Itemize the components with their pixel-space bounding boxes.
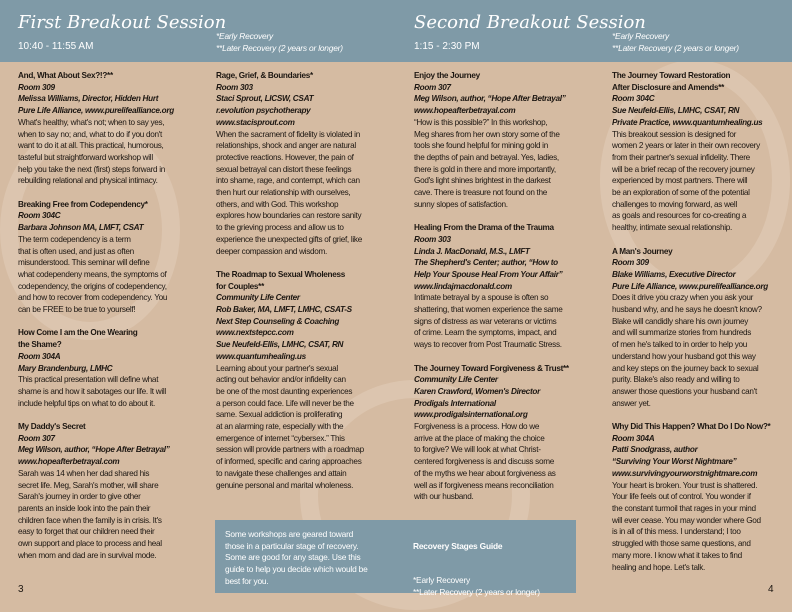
legend-early: *Early Recovery [612, 31, 670, 41]
guide-legend-block [413, 529, 571, 599]
recovery-guide-box [215, 520, 576, 597]
session-title: The Journey Toward Restoration After Disclosure and Amends** [612, 71, 731, 92]
column-3 [414, 70, 592, 515]
session-description: Forgiveness is a process. How do we arrive at the place of making the choice to forgive? We will look at what Christ- centered forgiveness is and discuss some of the myths we hear about forgiveness as well as if forgiveness means reconciliation with our husband. [414, 422, 556, 502]
session-title: And, What About Sex?!?** [18, 71, 113, 80]
session-description: “How is this possible?” In this workshop, Meg shares from her own story some of the tools she found helpful for mining gold in the depths of pain and betrayal. Yes, ladies, there is gold in there and more importantly, God's light shines brightest in the darkest cave. There is treasure not found on the sunny slopes of satisfaction. [414, 117, 560, 209]
session-item [18, 327, 196, 409]
session-meta: Community Life Center [216, 293, 300, 303]
legend-left [216, 31, 392, 54]
header-band [0, 0, 792, 62]
session-item [216, 269, 394, 491]
session-meta: Meg Wilson, author, “Hope After Betrayal” [18, 445, 170, 455]
session-meta: Barbara Johnson MA, LMFT, CSAT [18, 223, 144, 233]
session-description: Sarah was 14 when her dad shared his secret life. Meg, Sarah's mother, will share Sarah's journey in order to give other parents an inside look into the pain their children face when the family is in crisis. It's easy to forget that our children need their own support and place to process and heal when mom and dad are in survival mode. [18, 468, 162, 560]
session-meta: www.quantumhealing.us [216, 351, 306, 361]
session-title: Rage, Grief, & Boundaries* [216, 71, 313, 80]
session-title: Why Did This Happen? What Do I Do Now?* [612, 422, 771, 432]
session-item [18, 199, 196, 316]
session-item [612, 70, 790, 234]
legend-later: **Later Recovery (2 years or longer) [612, 42, 739, 53]
session-meta: www.hopeafterbetrayal.com [414, 106, 516, 116]
session-item [216, 70, 394, 257]
session-meta: www.nextstepcc.com [216, 328, 294, 338]
session-meta: www.survivingyourworstnightmare.com [612, 468, 758, 478]
column-4 [612, 70, 790, 585]
session-meta: Linda J. MacDonald, M.S., LMFT [414, 246, 530, 256]
session-meta: Room 307 [414, 82, 451, 92]
session-meta: Next Step Counseling & Coaching [216, 316, 340, 326]
session-meta: Prodigals International [414, 398, 496, 408]
session-meta: Meg Wilson, author, “Hope After Betrayal” [414, 94, 566, 104]
session-item [414, 222, 592, 351]
session-title-right: Second Breakout Session [414, 12, 646, 33]
page-number-left: 3 [18, 584, 24, 595]
session-title: How Come I am the One Wearing the Shame? [18, 328, 138, 350]
legend-later: **Later Recovery (2 years or longer) [216, 42, 343, 53]
session-meta: Room 304C [612, 94, 655, 104]
session-item [612, 246, 790, 410]
session-item [414, 70, 592, 210]
session-meta: Room 303 [216, 82, 253, 92]
session-meta: Sue Neufeld-Ellis, LMHC, CSAT, RN [216, 340, 344, 350]
session-time-right: 1:15 - 2:30 PM [414, 41, 480, 52]
session-meta: Room 309 [612, 258, 649, 268]
session-description: When the sacrament of fidelity is violated in relationships, shock and anger are natural protective reactions. However, the pain of sexual betrayal can distort these feelings into shame, rage, and contempt, which can then hurt our relationship with ourselves, others, and with God. This workshop explores how boundaries can restore sanity to the grieving process and allow us to experience the unexpected gifts of grief, like deeper compassion and wisdom. [216, 129, 362, 256]
session-meta: Rob Baker, MA, LMFT, LMHC, CSAT-S [216, 305, 352, 315]
session-description: What's healthy, what's not; when to say yes, when to say no; and, what to do if you don't want to do it at all. This practical, humorous, tasteful but straightforward workshop will help you take the next (first) steps forward in rebuilding relational and physical intimacy. [18, 117, 165, 186]
session-meta: Community Life Center [414, 375, 498, 385]
session-title: A Man's Journey [612, 246, 673, 256]
session-title: The Roadmap to Sexual Wholeness for Couples** [216, 269, 346, 291]
session-title: Healing From the Drama of the Trauma [414, 223, 554, 233]
session-meta: www.stacisprout.com [216, 117, 295, 127]
guide-intro: Some workshops are geared toward those in a particular stage of recovery. Some are good for any stage. Use this guide to help you decide which would be best for you. [225, 529, 368, 586]
session-description: Your heart is broken. Your trust is shattered. Your life feels out of control. You wonder if the constant turmoil that rages in your mind will ever cease. You may wonder where God is in all of this mess. I understand; I too struggled with those same questions, and many more. I know what it takes to find healing and hope. Let's talk. [612, 480, 761, 572]
session-item [18, 421, 196, 561]
session-title: Enjoy the Journey [414, 71, 480, 80]
session-title: My Daddy's Secret [18, 422, 86, 432]
guide-legend: *Early Recovery **Later Recovery (2 years or longer) [413, 575, 540, 597]
session-description: This practical presentation will define what shame is and how it sabotages our life. It will include helpful tips on what to do about it. [18, 375, 166, 408]
legend-early: *Early Recovery [216, 31, 274, 41]
session-meta: Karen Crawford, Women's Director [414, 386, 540, 396]
page-number-right: 4 [768, 584, 774, 595]
session-item [18, 70, 196, 187]
session-description: This breakout session is designed for women 2 years or later in their own recovery from their partner's sexual infidelity. There will be a brief recap of the recovery journey experienced by most partners. There will be an exploration of some of the potential challenges to moving forward, as well as goals and resources for co-creating a healthy, intimate sexual relationship. [612, 129, 760, 233]
session-time-left: 10:40 - 11:55 AM [18, 41, 94, 52]
session-description: Learning about your partner's sexual acting out behavior and/or infidelity can be one of the most daunting experiences a person could face. Life will never be the same. Sexual addiction is proliferating at an alarming rate, especially with the emergence of internet “cybersex.” This session will provide partners with a roadmap of informed, specific and caring approaches to navigate these challenges and attain genuine personal and marital wholeness. [216, 363, 364, 490]
session-meta: Pure Life Alliance, www.purelifealliance.org [612, 281, 768, 291]
session-meta: Room 304A [612, 433, 655, 443]
session-meta: Patti Snodgrass, author [612, 445, 698, 455]
session-title: The Journey Toward Forgiveness & Trust** [414, 363, 569, 373]
session-title-left: First Breakout Session [18, 12, 227, 33]
session-meta: Melissa Williams, Director, Hidden Hurt [18, 94, 159, 104]
session-meta: “Surviving Your Worst Nightmare” [612, 457, 737, 467]
session-item [414, 363, 592, 503]
session-meta: www.prodigalsinternational.org [414, 410, 528, 420]
session-meta: www.hopeafterbetrayal.com [18, 457, 120, 467]
guide-title: Recovery Stages Guide [413, 540, 503, 551]
session-meta: www.lindajmacdonald.com [414, 281, 512, 291]
session-description: Intimate betrayal by a spouse is often so shattering, that women experience the same signs of distress as war veterans or victims of crime. Learn the symptoms, impact, and ways to recover from Post Traumatic Stress. [414, 293, 563, 350]
column-2 [216, 70, 394, 503]
session-meta: Blake Williams, Executive Director [612, 269, 736, 279]
session-meta: Room 307 [18, 433, 55, 443]
session-meta: Pure Life Alliance, www.purelifealliance.org [18, 106, 174, 116]
session-meta: Room 309 [18, 82, 55, 92]
session-meta: The Shepherd's Center; author, “How to [414, 258, 558, 268]
legend-right [612, 31, 788, 54]
session-meta: r.evolution psychotherapy [216, 106, 311, 116]
session-item [612, 421, 790, 573]
session-meta: Room 304A [18, 351, 61, 361]
column-1 [18, 70, 196, 573]
session-meta: Room 304C [18, 211, 61, 221]
session-meta: Staci Sprout, LICSW, CSAT [216, 94, 314, 104]
session-meta: Sue Neufeld-Ellis, LMHC, CSAT, RN [612, 106, 740, 116]
session-description: Does it drive you crazy when you ask your husband why, and he says he doesn't know? Blake will candidly share his own journey and will summarize stories from hundreds of men he's talked to in order to help you understand how your husband got this way and key steps on the journey back to sexual purity. Blake's also ready and willing to answer those questions your husband can't answer yet. [612, 293, 762, 408]
session-meta: Mary Brandenburg, LMHC [18, 363, 113, 373]
session-description: The term codependency is a term that is often used, and just as often misunderstood. This seminar will define what codependeny means, the symptoms of codependency, the origins of codependency, and how to recover from codependency. You can be FREE to be true to yourself! [18, 234, 168, 315]
session-meta: Private Practice, www.quantumhealing.us [612, 117, 763, 127]
session-title: Breaking Free from Codependency* [18, 199, 148, 209]
session-meta: Help Your Spouse Heal From Your Affair” [414, 269, 563, 279]
session-meta: Room 303 [414, 234, 451, 244]
